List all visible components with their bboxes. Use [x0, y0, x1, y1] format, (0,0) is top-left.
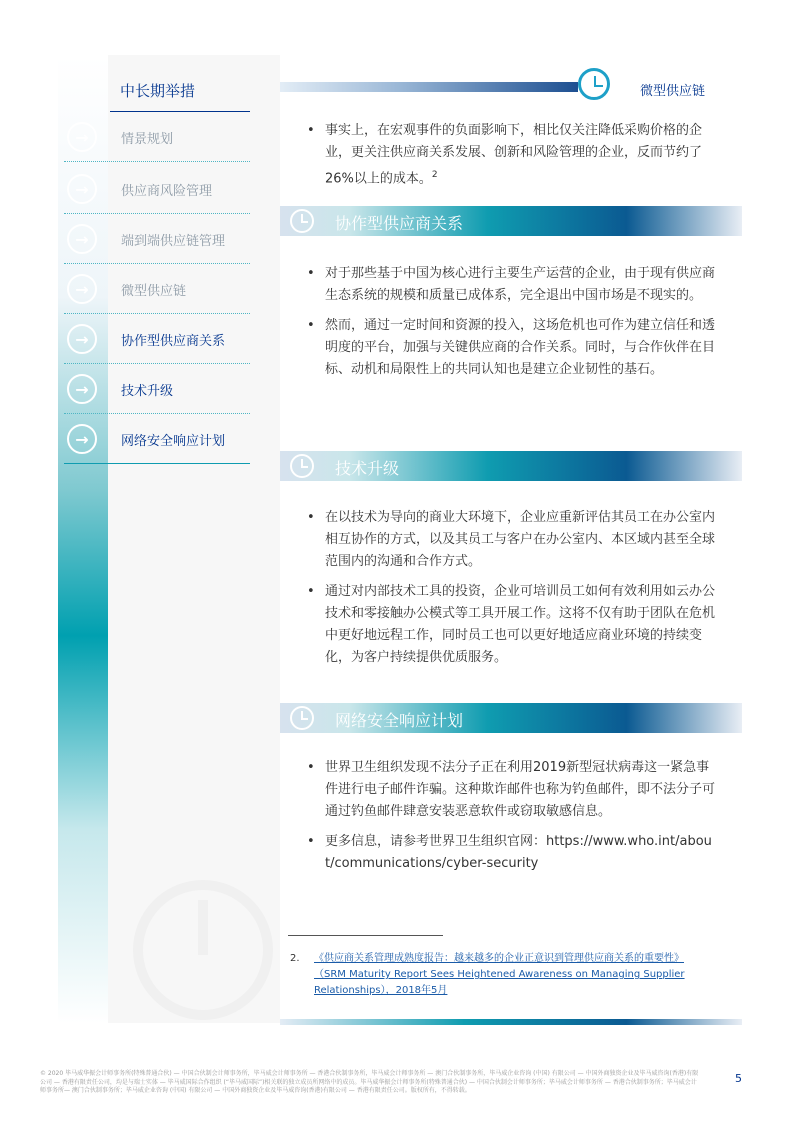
- sidebar-item-label: 供应商风险管理: [121, 184, 213, 199]
- sidebar-item-micro-supply-chain[interactable]: [64, 266, 250, 314]
- arrow-right-icon: →: [67, 274, 97, 304]
- sidebar-item-label: 端到端供应链管理: [121, 234, 226, 249]
- arrow-right-icon: →: [67, 424, 97, 454]
- sidebar-item-label: 技术升级: [121, 384, 174, 399]
- section-bullet-list: [305, 263, 715, 389]
- section-bullet-list: [305, 757, 715, 883]
- arrow-right-icon: →: [67, 324, 97, 354]
- sidebar-item-cyber-response[interactable]: [64, 416, 250, 464]
- footnote-link[interactable]: 《供应商关系管理成熟度报告：越来越多的企业正意识到管理供应商关系的重要性》（SRM Maturity Report Sees Heightened Awareness on Managing Supplier Relationships），2018年5月: [314, 953, 685, 996]
- section-header-cyber: [280, 703, 742, 733]
- legal-notice: © 2020 毕马威华振会计师事务所(特殊普通合伙) — 中国合伙制会计师事务所，毕马威会计师事务所 — 香港合伙制事务所，毕马威会计师事务所 — 澳门合伙制事务所，毕马威企业咨询 (中国) 有限公司 — 中国外商独资企业及毕马威咨询(香港)有限公司 — 香港有限责任公司，均是与瑞士实体 — 毕马威国际合作组织 (“毕马威国际”)相关联的独立成员所网络中的成员。毕马威华振会计师事务所(特殊普通合伙) — 中国合伙制会计师事务所；毕马威会计师事务所 — 香港合伙制事务所；毕马威会计师事务所— 澳门合伙制事务所；毕马威企业咨询 (中国) 有限公司 — 中国外商独资企业及毕马威咨询(香港)有限公司 — 香港有限责任公司。版权所有，不得转载。: [40, 1070, 699, 1094]
- arrow-right-icon: →: [67, 374, 97, 404]
- clock-icon: [290, 209, 314, 233]
- clock-watermark-icon: [133, 880, 273, 1020]
- intro-bullet-list: [305, 120, 715, 198]
- list-item: • 通过对内部技术工具的投资，企业可培训员工如何有效利用如云办公技术和零接触办公模式等工具开展工作。这将不仅有助于团队在危机中更好地远程工作，同时员工也可以更好地适应商业环境的持续变化，为客户持续提供优质服务。: [305, 581, 715, 669]
- clock-icon: [290, 454, 314, 478]
- list-item: • 世界卫生组织发现不法分子正在利用2019新型冠状病毒这一紧急事件进行电子邮件诈骗。这种欺诈邮件也称为钓鱼邮件，即不法分子可通过钓鱼邮件肆意安装恶意软件或窃取敏感信息。: [305, 757, 715, 823]
- list-item: • 在以技术为导向的商业大环境下，企业应重新评估其员工在办公室内相互协作的方式，以及其员工与客户在办公室内、本区域内甚至全球范围内的沟通和合作方式。: [305, 507, 715, 573]
- arrow-right-icon: →: [67, 122, 97, 152]
- sidebar-item-tech-upgrade[interactable]: [64, 366, 250, 414]
- chapter-label: 微型供应链: [640, 84, 706, 99]
- page-number: 5: [735, 1072, 742, 1085]
- section-title: 网络安全响应计划: [335, 711, 464, 730]
- list-item[interactable]: • 更多信息，请参考世界卫生组织官网：https://www.who.int/about/communications/cyber-security: [305, 831, 715, 875]
- footer-gradient-bar: [280, 1019, 742, 1025]
- sidebar-item-label: 网络安全响应计划: [121, 434, 226, 449]
- footnote-number: 2.: [290, 953, 300, 964]
- sidebar-title: 中长期举措: [120, 82, 196, 100]
- section-bullet-list: [305, 507, 715, 677]
- sidebar-item-label: 情景规划: [121, 132, 174, 147]
- arrow-right-icon: →: [67, 224, 97, 254]
- section-header-collaborative: [280, 206, 742, 236]
- section-title: 协作型供应商关系: [335, 214, 464, 233]
- section-header-tech: [280, 451, 742, 481]
- sidebar-item-scenario-planning[interactable]: [64, 114, 250, 162]
- arrow-right-icon: →: [67, 174, 97, 204]
- clock-icon: [578, 68, 610, 100]
- clock-icon: [290, 706, 314, 730]
- section-title: 技术升级: [335, 459, 400, 478]
- sidebar-item-label: 协作型供应商关系: [121, 334, 226, 349]
- list-item: • 对于那些基于中国为核心进行主要生产运营的企业，由于现有供应商生态系统的规模和质量已成体系，完全退出中国市场是不现实的。: [305, 263, 715, 307]
- sidebar-item-collaborative-supplier[interactable]: [64, 316, 250, 364]
- list-item: • 然而，通过一定时间和资源的投入，这场危机也可作为建立信任和透明度的平台，加强与关键供应商的合作关系。同时，与合作伙伴在目标、动机和局限性上的共同认知也是建立企业韧性的基石。: [305, 315, 715, 381]
- footnote-ref[interactable]: 2: [431, 170, 438, 180]
- list-item: • 事实上，在宏观事件的负面影响下，相比仅关注降低采购价格的企业，更关注供应商关系发展、创新和风险管理的企业，反而节约了26%以上的成本。$^2$: [305, 120, 715, 190]
- sidebar-item-end-to-end[interactable]: [64, 216, 250, 264]
- footnote-divider: [288, 935, 443, 936]
- sidebar-item-label: 微型供应链: [121, 284, 187, 299]
- header-gradient-bar: [280, 82, 578, 92]
- sidebar-item-supplier-risk[interactable]: [64, 166, 250, 214]
- sidebar-title-rule: [110, 111, 250, 112]
